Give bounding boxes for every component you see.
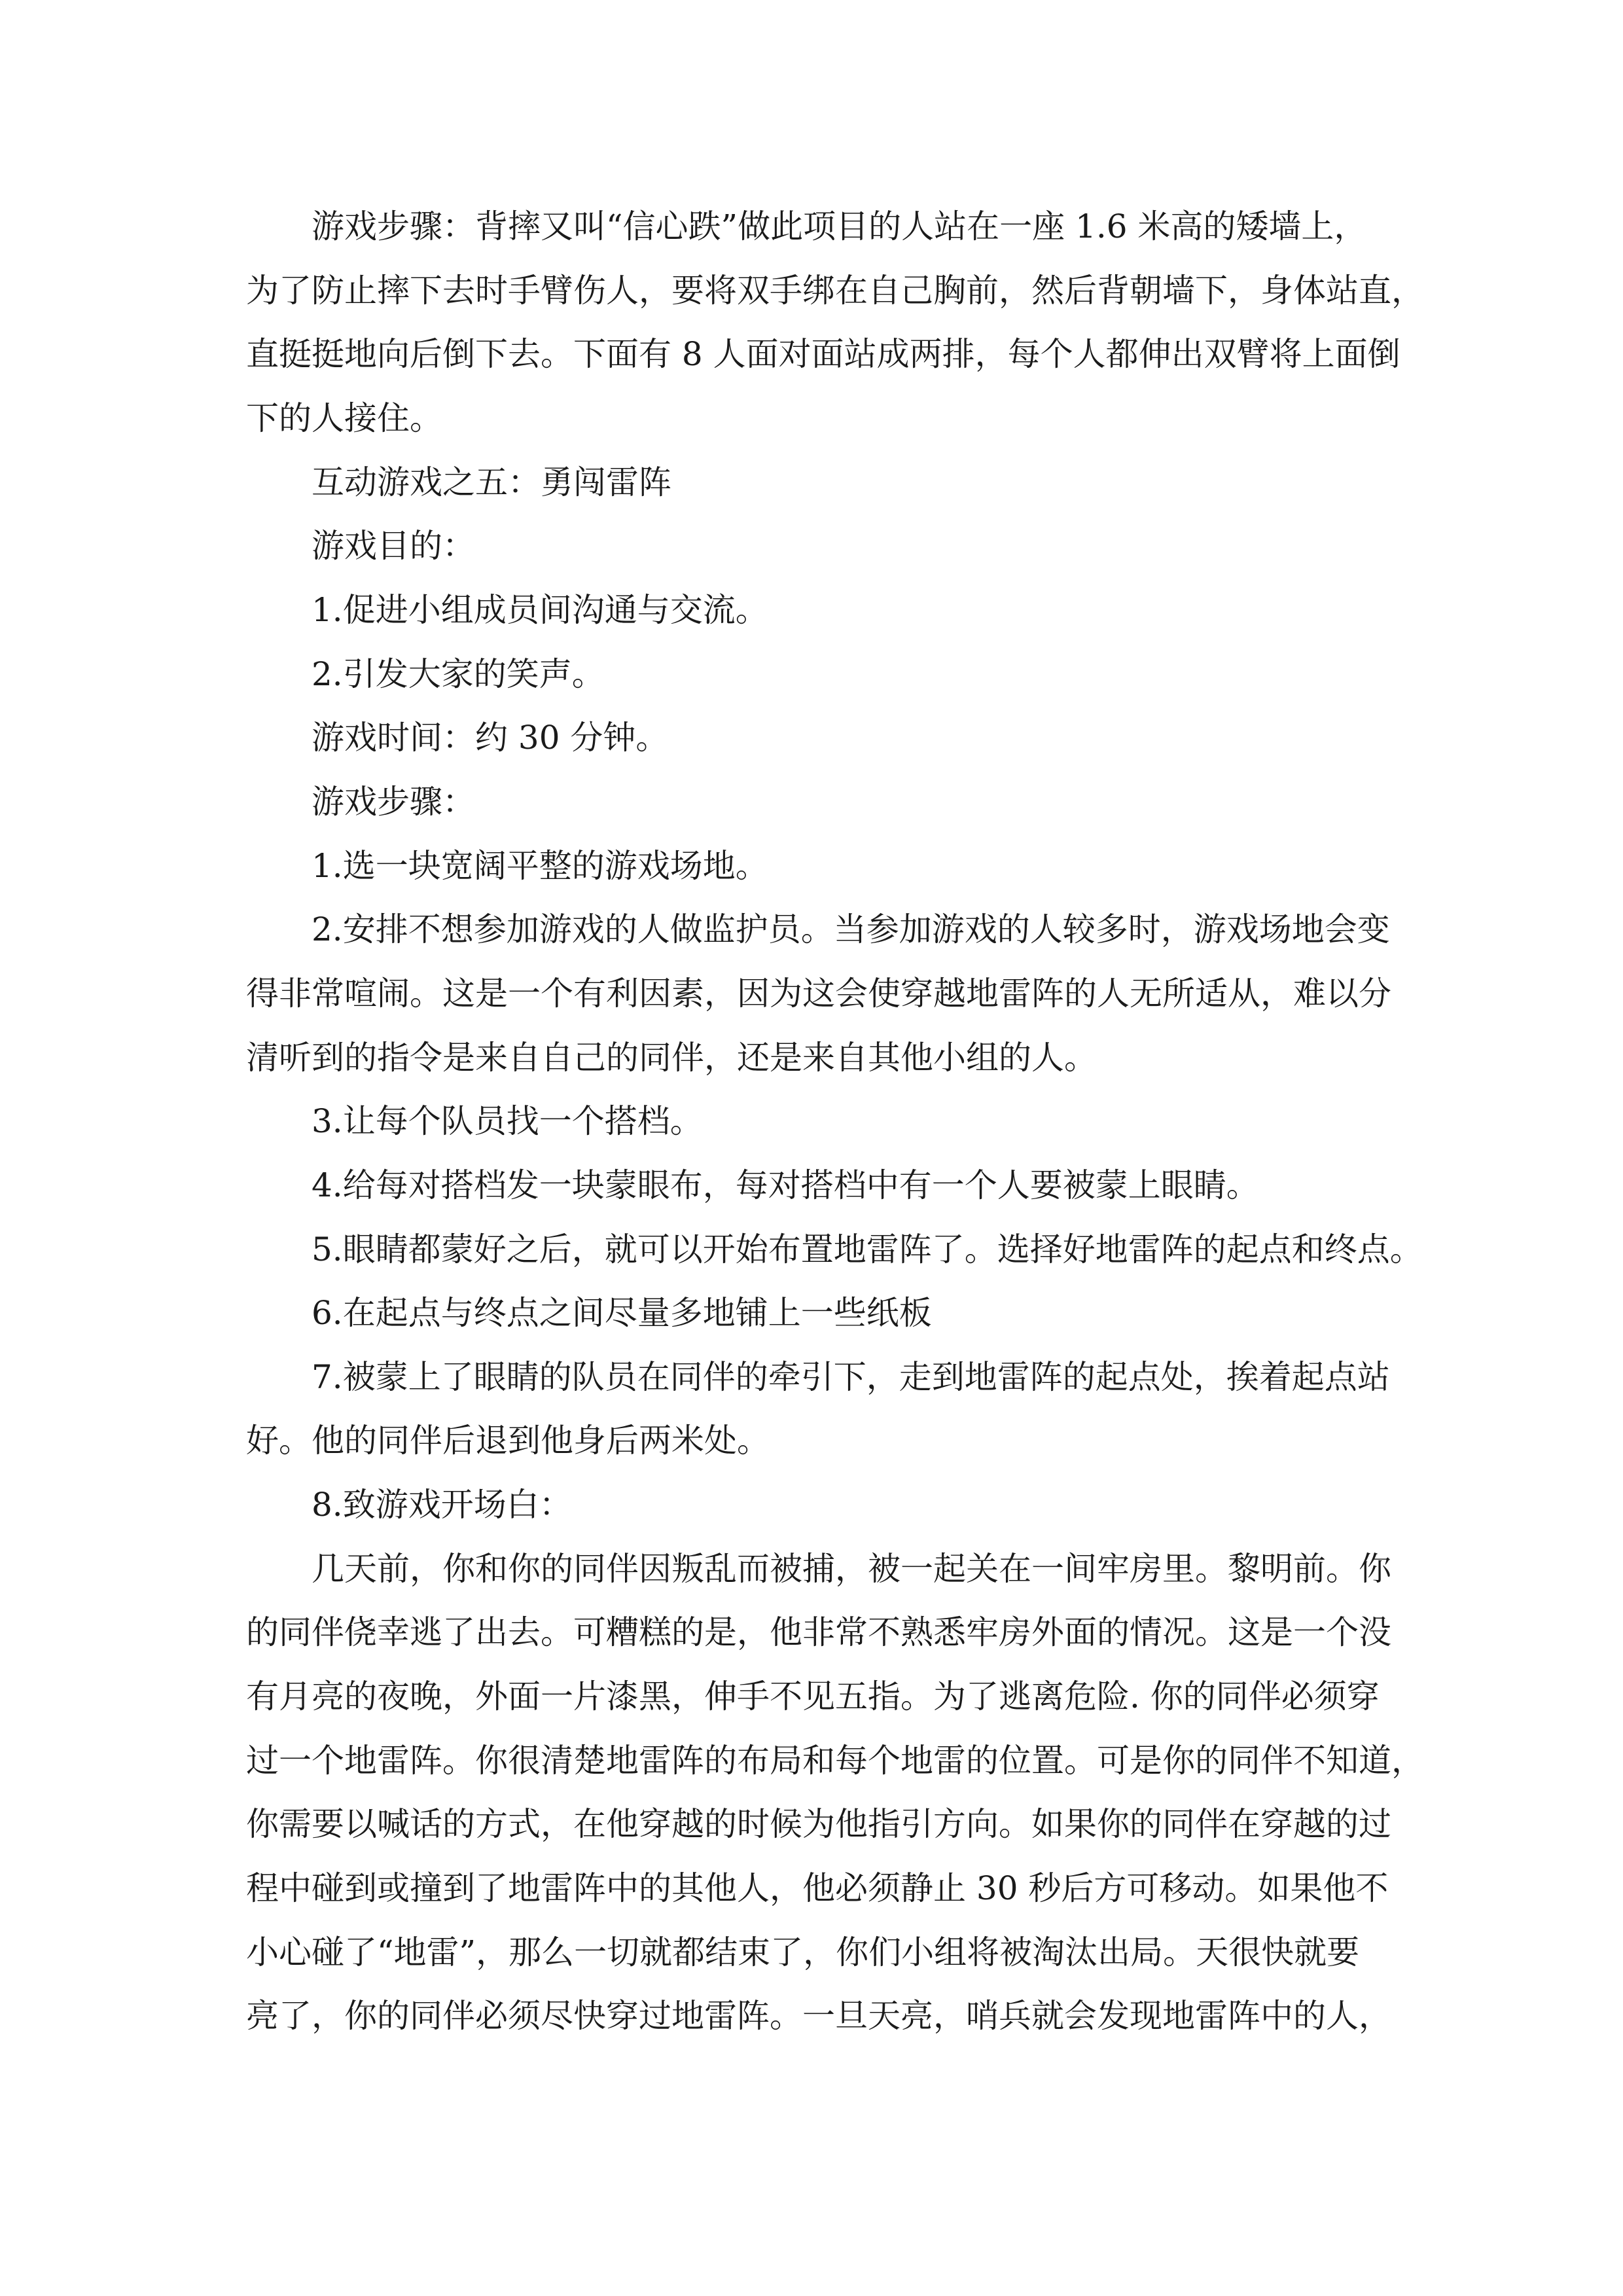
list-item xyxy=(246,1346,1420,1473)
text-line: 的同伴侥幸逃了出去。可糟糕的是，他非常不熟悉牢房外面的情况。这是一个没 xyxy=(246,1613,1391,1652)
heading-text: 互动游戏之五：勇闯雷阵 xyxy=(312,463,671,501)
text-line: 游戏时间：约 30 分钟。 xyxy=(312,719,669,757)
text-line: 2.安排不想参加游戏的人做监护员。当参加游戏的人较多时，游戏场地会变 xyxy=(312,910,1390,949)
text-line: 你需要以喊话的方式，在他穿越的时候为他指引方向。如果你的同伴在穿越的过 xyxy=(246,1805,1391,1844)
text-line: 8.致游戏开场白： xyxy=(312,1486,572,1524)
text-line: 6.在起点与终点之间尽量多地铺上一些纸板 xyxy=(312,1294,932,1333)
text-line: 亮了，你的同伴必须尽快穿过地雷阵。一旦天亮，哨兵就会发现地雷阵中的人， xyxy=(246,1997,1391,2036)
document-body xyxy=(246,195,1424,2049)
text-line: 好。他的同伴后退到他身后两米处。 xyxy=(246,1422,770,1460)
purpose-label xyxy=(246,514,1420,579)
text-line: 2.引发大家的笑声。 xyxy=(312,655,605,693)
list-item xyxy=(246,1282,1420,1346)
text-line: 1.促进小组成员间沟通与交流。 xyxy=(312,590,768,629)
duration-label xyxy=(246,706,1420,770)
list-item xyxy=(246,834,1420,899)
text-line: 有月亮的夜晚，外面一片漆黑，伸手不见五指。为了逃离危险. 你的同伴必须穿 xyxy=(246,1677,1380,1716)
text-line: 程中碰到或撞到了地雷阵中的其他人，他必须静止 30 秒后方可移动。如果他不 xyxy=(246,1869,1389,1908)
text-line: 几天前，你和你的同伴因叛乱而被捕，被一起关在一间牢房里。黎明前。你 xyxy=(312,1549,1391,1588)
list-item xyxy=(246,579,1420,643)
steps-label xyxy=(246,770,1420,834)
section-heading xyxy=(246,451,1420,515)
list-item xyxy=(246,1218,1423,1282)
text-line: 清听到的指令是来自自己的同伴，还是来自其他小组的人。 xyxy=(246,1038,1097,1077)
body-paragraph xyxy=(246,195,1424,451)
text-line: 7.被蒙上了眼睛的队员在同伴的牵引下，走到地雷阵的起点处，挨着起点站 xyxy=(312,1357,1390,1396)
text-line: 直挺挺地向后倒下去。下面有 8 人面对面站成两排，每个人都伸出双臂将上面倒 xyxy=(246,335,1400,374)
body-paragraph xyxy=(246,1537,1424,2049)
text-line: 3.让每个队员找一个搭档。 xyxy=(312,1102,703,1141)
text-line: 为了防止摔下去时手臂伤人，要将双手绑在自己胸前，然后背朝墙下，身体站直， xyxy=(246,271,1424,310)
text-line: 游戏步骤：背摔又叫“信心跌”做此项目的人站在一座 1.6 米高的矮墙上， xyxy=(312,207,1367,245)
list-item xyxy=(246,1473,1420,1537)
text-line: 得非常喧闹。这是一个有利因素，因为这会使穿越地雷阵的人无所适从，难以分 xyxy=(246,974,1391,1013)
text-line: 1.选一块宽阔平整的游戏场地。 xyxy=(312,846,768,885)
list-item xyxy=(246,1090,1420,1154)
text-line: 游戏步骤： xyxy=(312,782,475,821)
list-item xyxy=(246,898,1420,1090)
text-line: 4.给每对搭档发一块蒙眼布，每对搭档中有一个人要被蒙上眼睛。 xyxy=(312,1166,1259,1204)
text-line: 5.眼睛都蒙好之后，就可以开始布置地雷阵了。选择好地雷阵的起点和终点。 xyxy=(312,1230,1423,1268)
list-item xyxy=(246,643,1420,707)
list-item xyxy=(246,1154,1420,1218)
text-line: 小心碰了“地雷”，那么一切就都结束了，你们小组将被淘汰出局。天很快就要 xyxy=(246,1933,1360,1971)
text-line: 下的人接住。 xyxy=(246,399,442,437)
text-line: 过一个地雷阵。你很清楚地雷阵的布局和每个地雷的位置。可是你的同伴不知道， xyxy=(246,1741,1424,1780)
text-line: 游戏目的： xyxy=(312,527,475,565)
